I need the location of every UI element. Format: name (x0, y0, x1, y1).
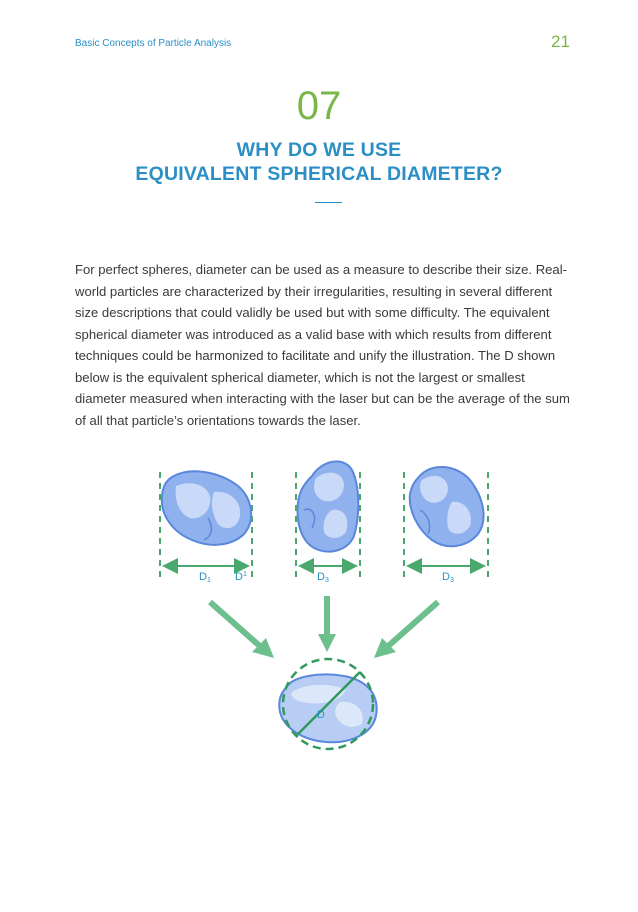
label-center-d: D (317, 709, 325, 721)
chapter-number: 07 (296, 84, 342, 128)
page-number: 21 (551, 32, 570, 51)
converge-arrow-right (374, 602, 438, 658)
header-title: Basic Concepts of Particle Analysis (75, 38, 232, 49)
converge-arrow-left (210, 602, 274, 658)
particle-1 (162, 471, 251, 544)
label-d3-b: D3 (442, 571, 454, 584)
label-d1-a: D1 (199, 571, 211, 584)
particle-diagram (0, 440, 638, 760)
particle-3 (410, 467, 484, 546)
label-d1-b: $D^1$ (235, 571, 247, 583)
particle-2 (298, 461, 359, 551)
chapter-title (0, 138, 638, 186)
particle-3-body (410, 467, 484, 546)
converge-arrow-center (318, 596, 336, 652)
label-d3-a: D3 (317, 571, 329, 584)
chapter-title-line1: WHY DO WE USE (236, 139, 402, 161)
body-paragraph: For perfect spheres, diameter can be used as a measure to describe their size. Real-world particles are characterized by their irregularities, resulting in several different size descriptions that could validly be used but with some difficulty. The equivalent spherical diameter was introduced as a valid base with which results from different techniques could be harmonized to facilitate and unify the illustration. The D shown below is the equivalent spherical diameter, which is not the largest or smallest diameter measured when interacting with the laser but can be the average of the sum of all that particle’s orientations towards the laser. (75, 262, 570, 428)
title-divider (315, 202, 342, 203)
chapter-title-line2: EQUIVALENT SPHERICAL DIAMETER? (135, 163, 503, 185)
